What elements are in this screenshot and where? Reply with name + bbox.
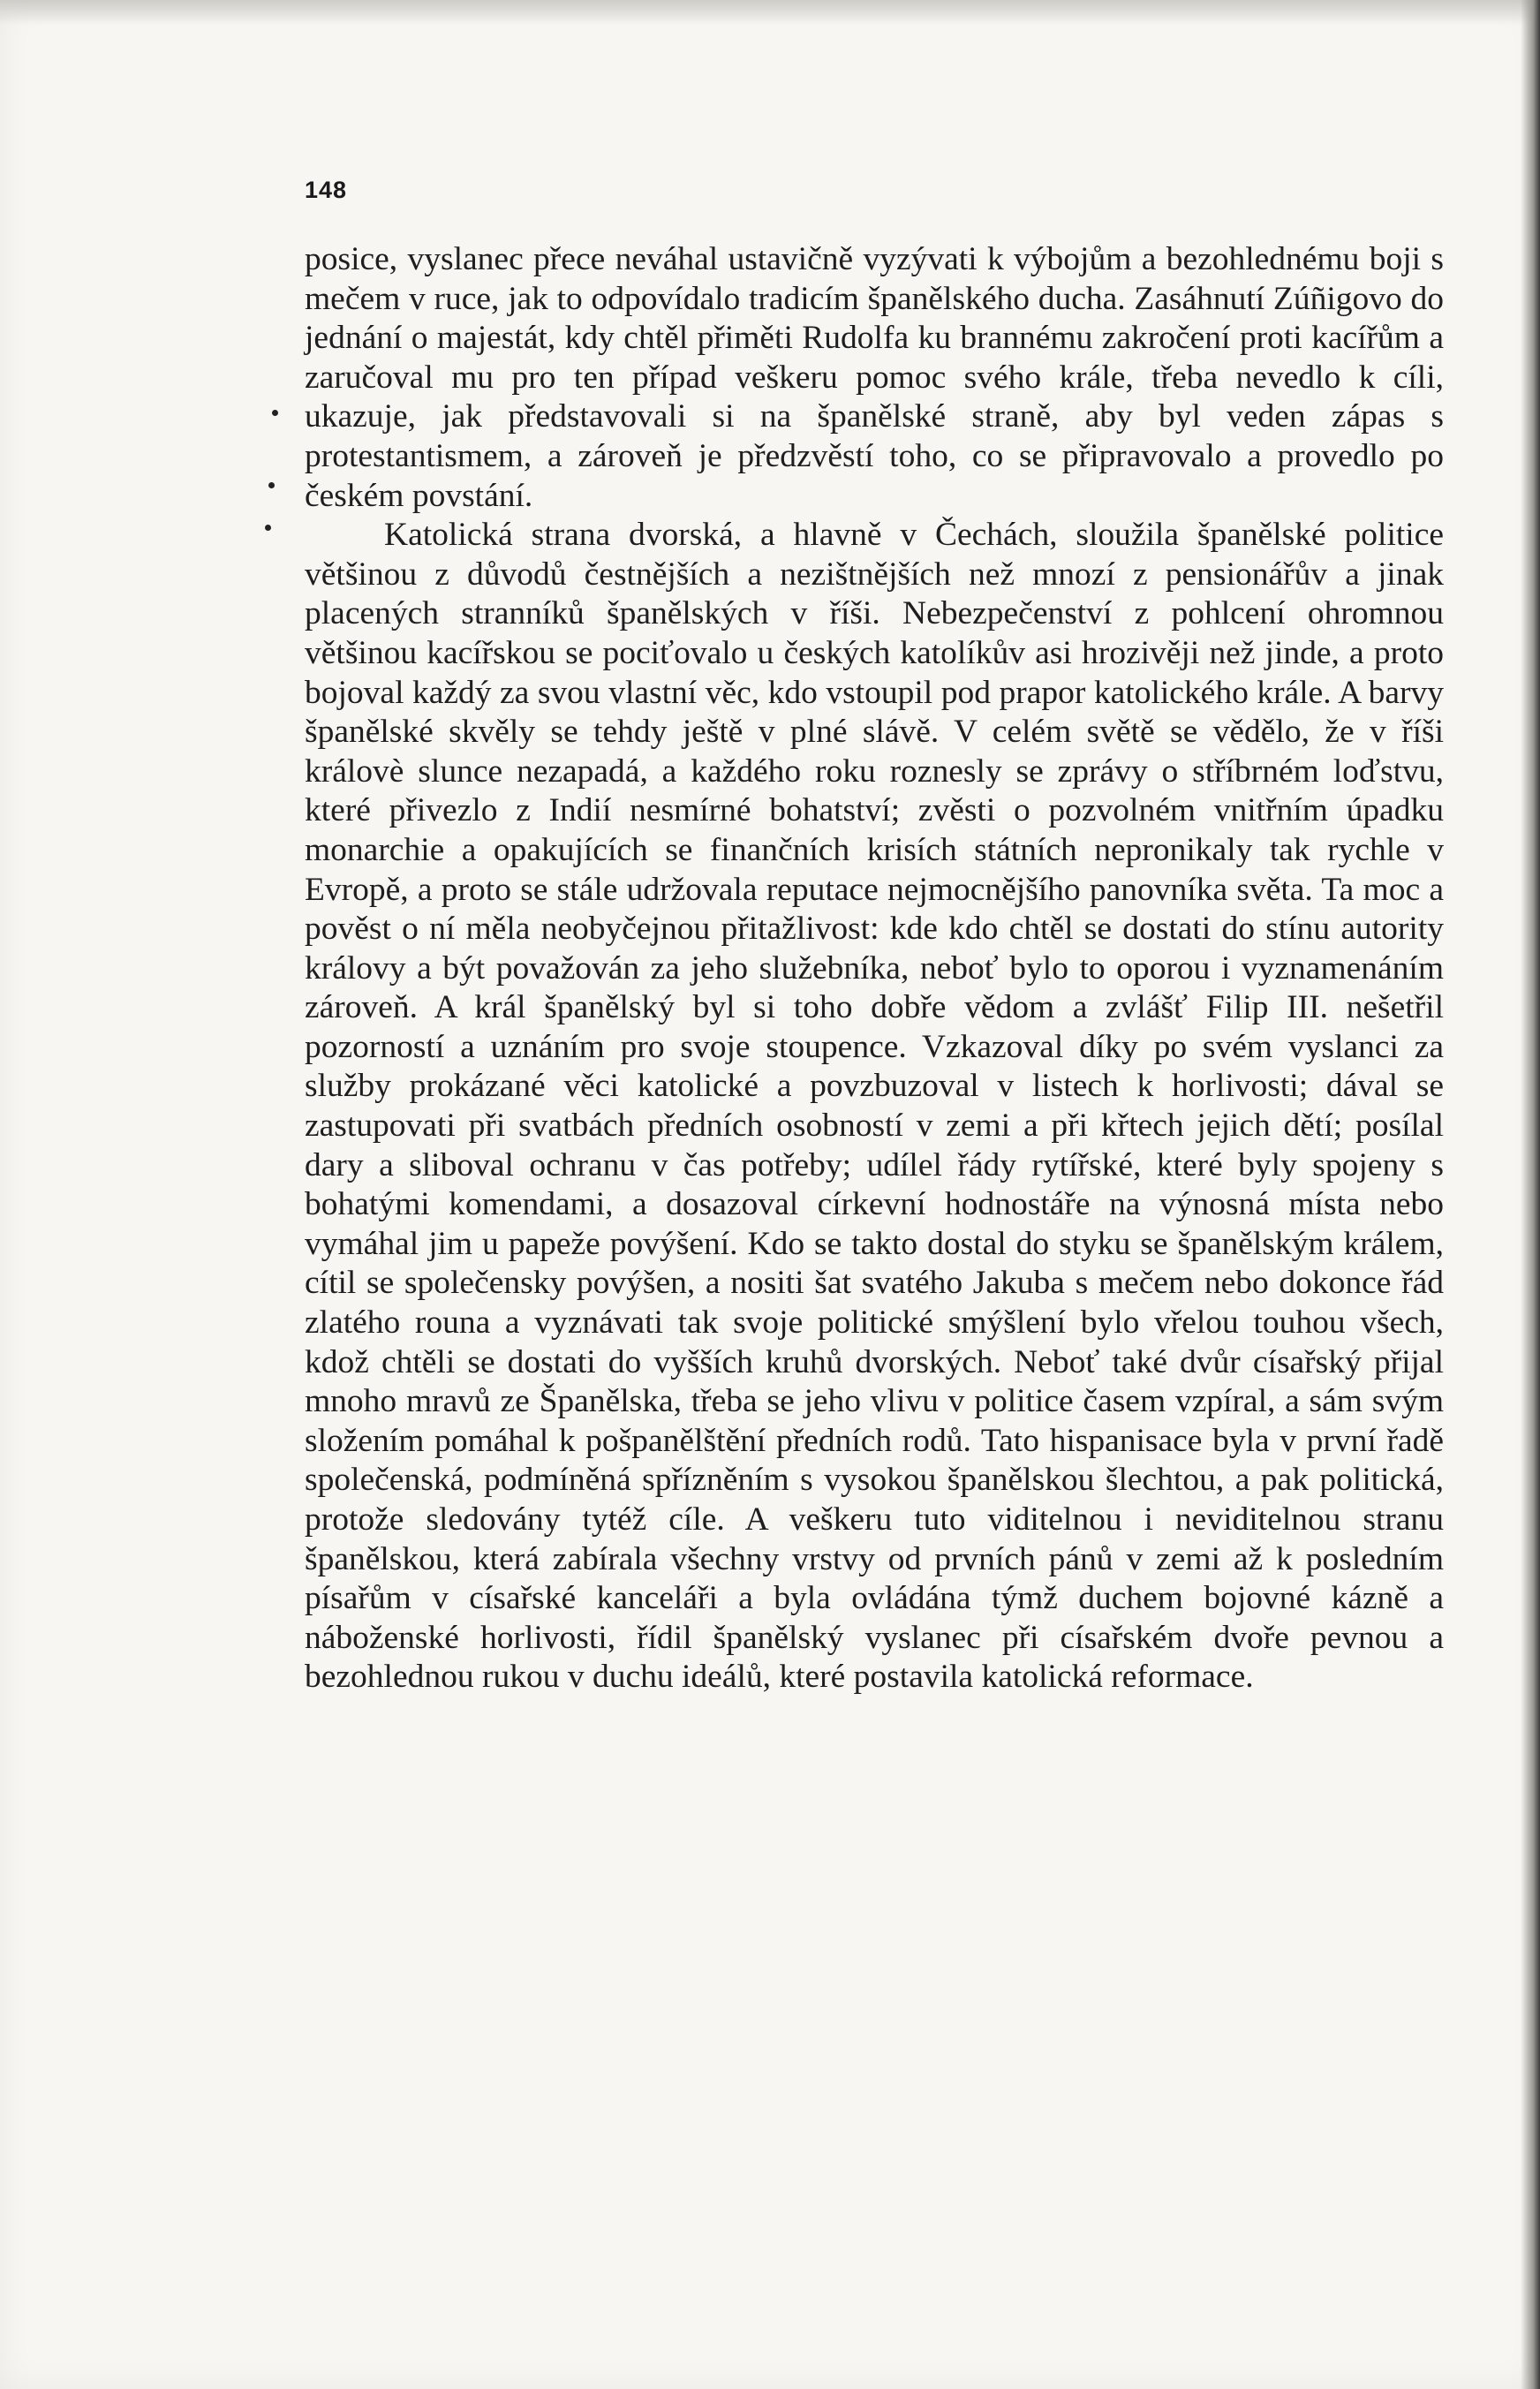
margin-mark bbox=[265, 525, 271, 531]
margin-mark bbox=[272, 410, 278, 416]
paragraph-continuation: posice, vyslanec přece neváhal ustavičně vyzývati k výbojům a bezohlednému boji s mečem v ruce, jak to odpovídalo tradicím španělského ducha. Zasáhnutí Zúñigovo do jednání o majestát, kdy chtěl přiměti Rudolfa ku brannému zakročení proti kacířům a zaručoval mu pro ten případ veškeru pomoc svého krále, třeba nevedlo k cíli, ukazuje, jak představovali si na španělské straně, aby byl veden zápas s protestantismem, a zároveň je předzvěstí toho, co se připravovalo a provedlo po českém povstání. bbox=[305, 241, 1444, 514]
paragraph: Katolická strana dvorská, a hlavně v Čechách, sloužila španělské politice většinou z důvodů čestnějších a nezištnějších než mnozí z pensionářův a jinak placených stranníků španělských v říši. Nebezpečenství z pohlcení ohromnou většinou kacířskou se pociťovalo u českých katolíkův asi hrozivěji než jinde, a proto bojoval každý za svou vlastní věc, kdo vstoupil pod prapor katolického krále. A barvy španělské skvěly se tehdy ještě v plné slávě. V celém světě se vědělo, že v říši královè slunce nezapadá, a každého roku roznesly se zprávy o stříbrném loďstvu, které přivezlo z Indií nesmírné bohatství; zvěsti o pozvolném vnitřním úpadku monarchie a opakujících se finančních krisích státních nepronikaly tak rychle v Evropě, a proto se stále udržovala reputace nejmocnějšího panovníka světa. Ta moc a pověst o ní měla neobyčejnou přitažlivost: kde kdo chtěl se dostati do stínu autority královy a být považován za jeho služebníka, neboť bylo to oporou i vyznamenáním zároveň. A král španělský byl si toho dobře vědom a zvlášť Filip III. nešetřil pozorností a uznáním pro svoje stoupence. Vzkazoval díky po svém vyslanci za služby prokázané věci katolické a povzbuzoval v listech k horlivosti; dával se zastupovati při svatbách předních osobností v zemi a při křtech jejich dětí; posílal dary a sliboval ochranu v čas potřeby; udílel řády rytířské, které byly spojeny s bohatými komendami, a dosazoval církevní hodnostáře na výnosná místa nebo vymáhal jim u papeže povýšení. Kdo se takto dostal do styku se španělským králem, cítil se společensky povýšen, a nositi šat svatého Jakuba s mečem nebo dokonce řád zlatého rouna a vyznávati tak svoje politické smýšlení bylo vřelou touhou všech, kdož chtěli se dostati do vyšších kruhů dvorských. Neboť také dvůr císařský přijal mnoho mravů ze Španělska, třeba se jeho vlivu v politice časem vzpíral, a sám svým složením pomáhal k pošpanělštění předních rodů. Tato hispanisace byla v první řadě společenská, podmíněná spřízněním s vysokou španělskou šlechtou, a pak politická, protože sledovány tytéž cíle. A veškeru tuto viditelnou i neviditelnou stranu španělskou, která zabírala všechny vrstvy od prvních pánů v zemi až k posledním písařům v císařské kanceláři a byla ovládána týmž duchem bojovné kázně a náboženské horlivosti, řídil španělský vyslanec při císařském dvoře pevnou a bezohlednou rukou v duchu ideálů, které postavila katolická reformace. bbox=[305, 517, 1444, 1696]
body-text bbox=[305, 240, 1444, 1697]
margin-mark bbox=[268, 482, 275, 488]
scan-top-shadow bbox=[0, 0, 1540, 25]
scan-right-edge bbox=[1521, 0, 1540, 2389]
page-number: 148 bbox=[305, 177, 348, 203]
